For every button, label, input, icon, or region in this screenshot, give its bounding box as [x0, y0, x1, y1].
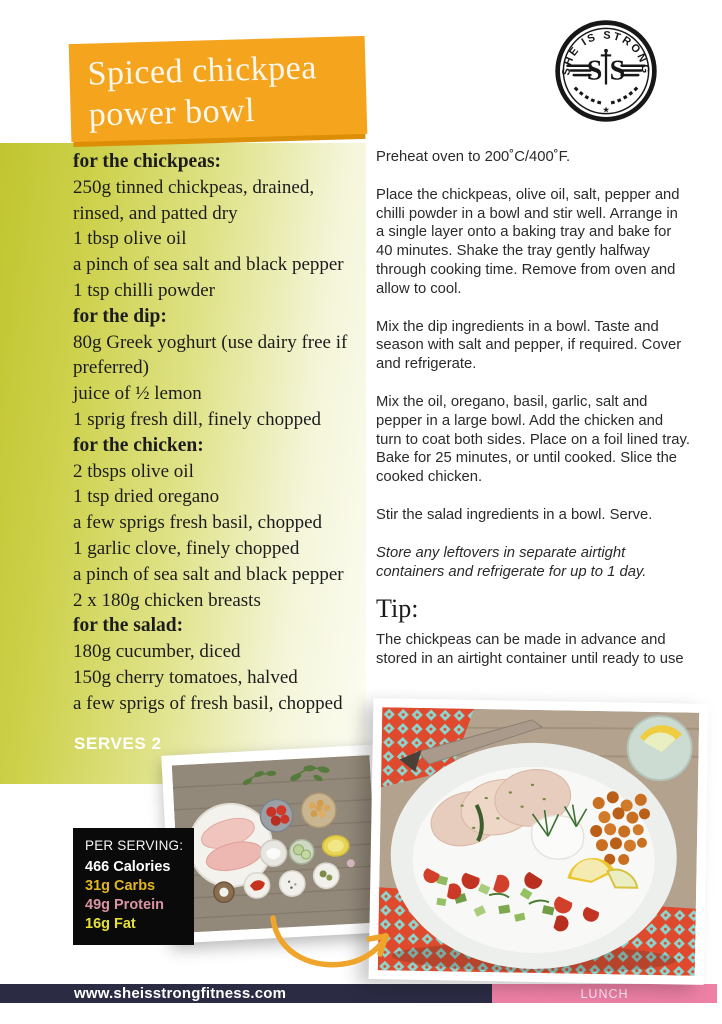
ingredient-item: a few sprigs of fresh basil, chopped [73, 692, 343, 714]
yoghurt-bowl [260, 839, 288, 867]
ingredient-section-header: for the chicken: [73, 434, 204, 456]
ingredient-item: 1 garlic clove, finely chopped [73, 537, 300, 559]
category-tag [492, 984, 717, 1003]
salt-pot [213, 882, 234, 903]
spice-bowl-salt-pepper [279, 870, 306, 897]
method-column [376, 148, 690, 688]
she-is-strong-logo-badge-icon [554, 19, 658, 123]
method-paragraph-chickpeas: Place the chickpeas, olive oil, salt, pepper and chilli powder in a bowl and stir well. Arrange in a single layer onto a baking tray and bake for 40 minutes. Shake the tray gently halfway through cooking time. Remove from oven and allow to cool. [376, 186, 680, 297]
spice-bowl-oregano [313, 862, 340, 889]
ingredient-item: 150g cherry tomatoes, halved [73, 666, 298, 688]
ingredient-item: a pinch of sea salt and black pepper [73, 254, 344, 276]
serves-label: SERVES 2 [74, 734, 162, 753]
website-bar [0, 984, 492, 1003]
chickpea-bowl [301, 792, 337, 828]
ingredient-item: 1 tsp dried oregano [73, 486, 220, 508]
ingredient-item: juice of ½ lemon [73, 383, 202, 405]
tomato-bowl [260, 799, 294, 833]
method-paragraph-preheat: Preheat oven to 200˚C/400˚F. [376, 149, 571, 165]
ingredients-photo-illustration [172, 755, 379, 933]
curved-arrow-icon [253, 912, 405, 984]
method-paragraph-chicken: Mix the oil, oregano, basil, garlic, salt and pepper in a large bowl. Add the chicken and turn to coat both sides. Place on a foil lined tray. Bake for 25 minutes, or until cooked. Slice the cooked chicken. [376, 393, 690, 486]
nutrition-fat: 16g Fat [85, 916, 136, 932]
category-label: LUNCH [580, 987, 629, 1001]
cucumber-bowl [289, 839, 314, 864]
lemon-half [322, 835, 349, 857]
storage-note: Store any leftovers in separate airtight containers and refrigerate for up to 1 day. [376, 544, 647, 580]
nutrition-protein: 49g Protein [85, 897, 164, 913]
lemon-water-glass [627, 716, 692, 781]
ingredient-item: 80g Greek yoghurt (use dairy free if preferred) [73, 331, 348, 379]
website-link[interactable]: www.sheisstrongfitness.com [74, 985, 287, 1002]
meal-photo-illustration [378, 707, 700, 975]
meal-photo [369, 698, 709, 985]
tip-heading: Tip: [376, 594, 419, 624]
ingredients-list [73, 149, 369, 717]
ingredient-item: a pinch of sea salt and black pepper [73, 563, 344, 585]
nutrition-panel [73, 828, 194, 945]
ingredient-item: 2 tbsps olive oil [73, 460, 194, 482]
nutrition-carbs: 31g Carbs [85, 878, 156, 894]
star-icon: ★ [602, 104, 610, 115]
ingredient-item: 250g tinned chickpeas, drained, rinsed, and patted dry [73, 176, 315, 224]
paprika-bowl [244, 872, 271, 899]
method-paragraph-salad: Stir the salad ingredients in a bowl. Serve. [376, 506, 653, 523]
method-paragraph-dip: Mix the dip ingredients in a bowl. Taste and season with salt and pepper, if required. Cover and refrigerate. [376, 318, 682, 373]
tip-text: The chickpeas can be made in advance and stored in an airtight container until ready to use [376, 632, 684, 667]
logo-arc-text: SHE IS STRONG [560, 29, 652, 77]
ingredient-section-header: for the chickpeas: [73, 151, 222, 172]
logo-monogram-left: S [586, 55, 603, 87]
ingredient-section-header: for the salad: [73, 615, 184, 637]
ingredient-section-header: for the dip: [73, 305, 167, 327]
ingredient-item: 2 x 180g chicken breasts [73, 589, 261, 611]
nutrition-calories: 466 Calories [85, 859, 171, 875]
recipe-title-line2: power bowl [88, 91, 256, 134]
logo-monogram-right: S [609, 55, 626, 87]
ingredient-item: 1 tbsp olive oil [73, 228, 187, 250]
ingredient-item: 1 sprig fresh dill, finely chopped [73, 408, 322, 430]
recipe-title-line1: Spiced chickpea [87, 49, 318, 93]
recipe-title-box [69, 36, 368, 142]
ingredient-item: 1 tsp chilli powder [73, 279, 215, 301]
ingredient-item: a few sprigs fresh basil, chopped [73, 512, 323, 534]
nutrition-heading: PER SERVING: [85, 838, 184, 853]
ingredient-item: 180g cucumber, diced [73, 641, 241, 663]
